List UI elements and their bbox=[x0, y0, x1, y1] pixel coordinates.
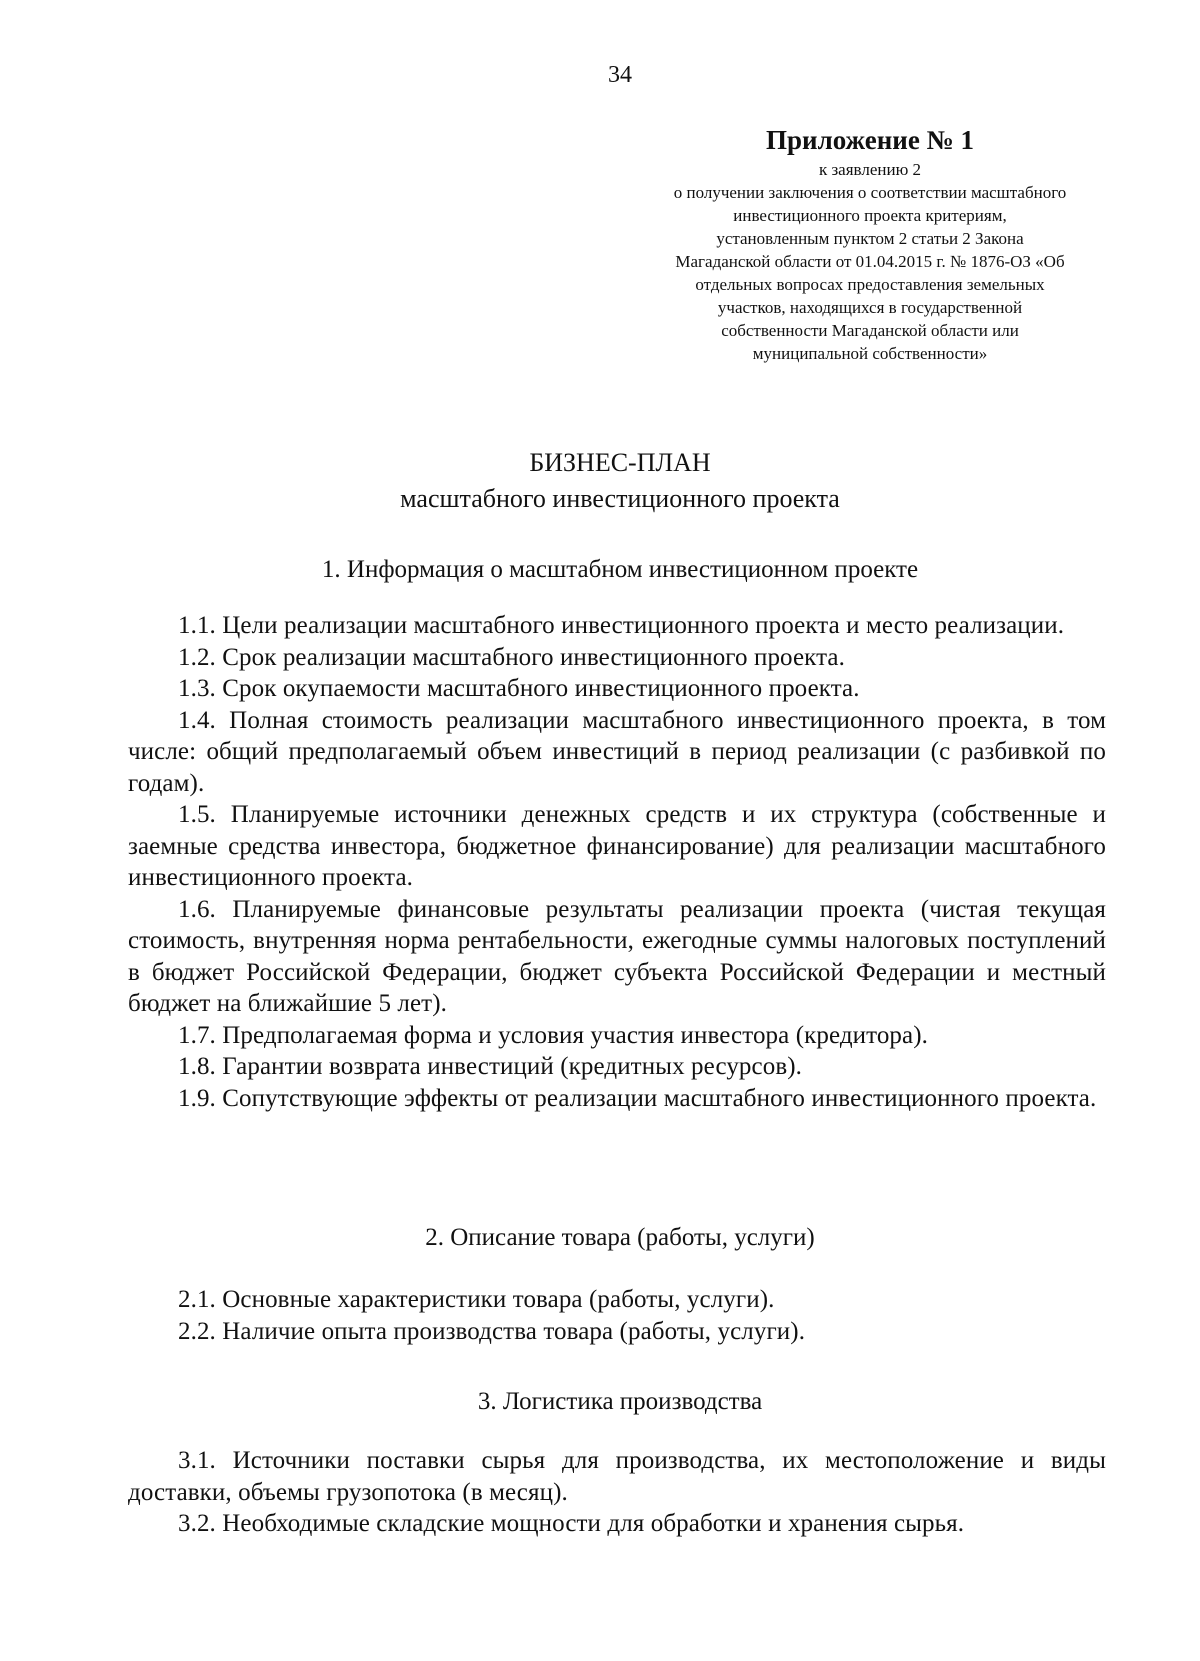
list-item: 1.7. Предполагаемая форма и условия участия инвестора (кредитора). bbox=[178, 1021, 928, 1049]
list-item: 1.3. Срок окупаемости масштабного инвестиционного проекта. bbox=[178, 675, 860, 702]
appendix-line: к заявлению 2 bbox=[818, 160, 922, 179]
document-title-block bbox=[0, 445, 1200, 517]
appendix-line: о получении заключения о соответствии масштабного bbox=[673, 183, 1067, 202]
list-item: 3.2. Необходимые складские мощности для обработки и хранения сырья. bbox=[178, 1510, 965, 1537]
section-heading-3: 3. Логистика производства bbox=[477, 1388, 763, 1415]
appendix-title: Приложение № 1 bbox=[766, 125, 974, 155]
appendix-line: инвестиционного проекта критериям, bbox=[733, 206, 1007, 225]
appendix-line: Магаданской области от 01.04.2015 г. № 1876-ОЗ «Об bbox=[675, 252, 1065, 271]
section-3-body bbox=[128, 1445, 1106, 1540]
page-number: 34 bbox=[608, 62, 632, 88]
section-heading-1: 1. Информация о масштабном инвестиционном проекте bbox=[321, 556, 919, 583]
list-item: 1.1. Цели реализации масштабного инвестиционного проекта и место реализации. bbox=[178, 612, 1065, 639]
section-2-body bbox=[128, 1284, 1106, 1347]
list-item: 2.2. Наличие опыта производства товара (работы, услуги). bbox=[178, 1317, 806, 1345]
document-title: БИЗНЕС-ПЛАН bbox=[529, 448, 711, 477]
document-subtitle: масштабного инвестиционного проекта bbox=[400, 484, 840, 513]
section-1-body bbox=[128, 610, 1106, 1114]
appendix-line: отдельных вопросах предоставления земельных bbox=[695, 275, 1045, 294]
appendix-line: участков, находящихся в государственной bbox=[717, 298, 1023, 317]
list-item: 1.6. Планируемые финансовые результаты реализации проекта (чистая текущая стоимость, внутренняя норма рентабельности, ежегодные суммы налоговых поступлений в бюджет Российской Федерации, бюджет субъекта Российской Федерации и местный бюджет на ближайшие 5 лет). bbox=[128, 895, 1106, 1017]
appendix-line: собственности Магаданской области или bbox=[721, 321, 1019, 340]
list-item: 1.4. Полная стоимость реализации масштабного инвестиционного проекта, в том числе: общий предполагаемый объем инвестиций в период реализации (с разбивкой по годам). bbox=[128, 706, 1106, 797]
list-item: 1.5. Планируемые источники денежных средств и их структура (собственные и заемные средства инвестора, бюджетное финансирование) для реализации масштабного инвестиционного проекта. bbox=[128, 801, 1106, 891]
appendix-header bbox=[620, 124, 1120, 365]
appendix-line: установленным пунктом 2 статьи 2 Закона bbox=[716, 229, 1024, 248]
list-item: 1.9. Сопутствующие эффекты от реализации масштабного инвестиционного проекта. bbox=[178, 1084, 1097, 1112]
list-item: 1.8. Гарантии возврата инвестиций (кредитных ресурсов). bbox=[178, 1053, 802, 1080]
appendix-line: муниципальной собственности» bbox=[752, 344, 988, 363]
list-item: 1.2. Срок реализации масштабного инвестиционного проекта. bbox=[178, 643, 845, 671]
list-item: 2.1. Основные характеристики товара (работы, услуги). bbox=[178, 1286, 775, 1313]
section-heading-2: 2. Описание товара (работы, услуги) bbox=[425, 1224, 815, 1251]
list-item: 3.1. Источники поставки сырья для производства, их местоположение и виды доставки, объемы грузопотока (в месяц). bbox=[128, 1447, 1106, 1506]
